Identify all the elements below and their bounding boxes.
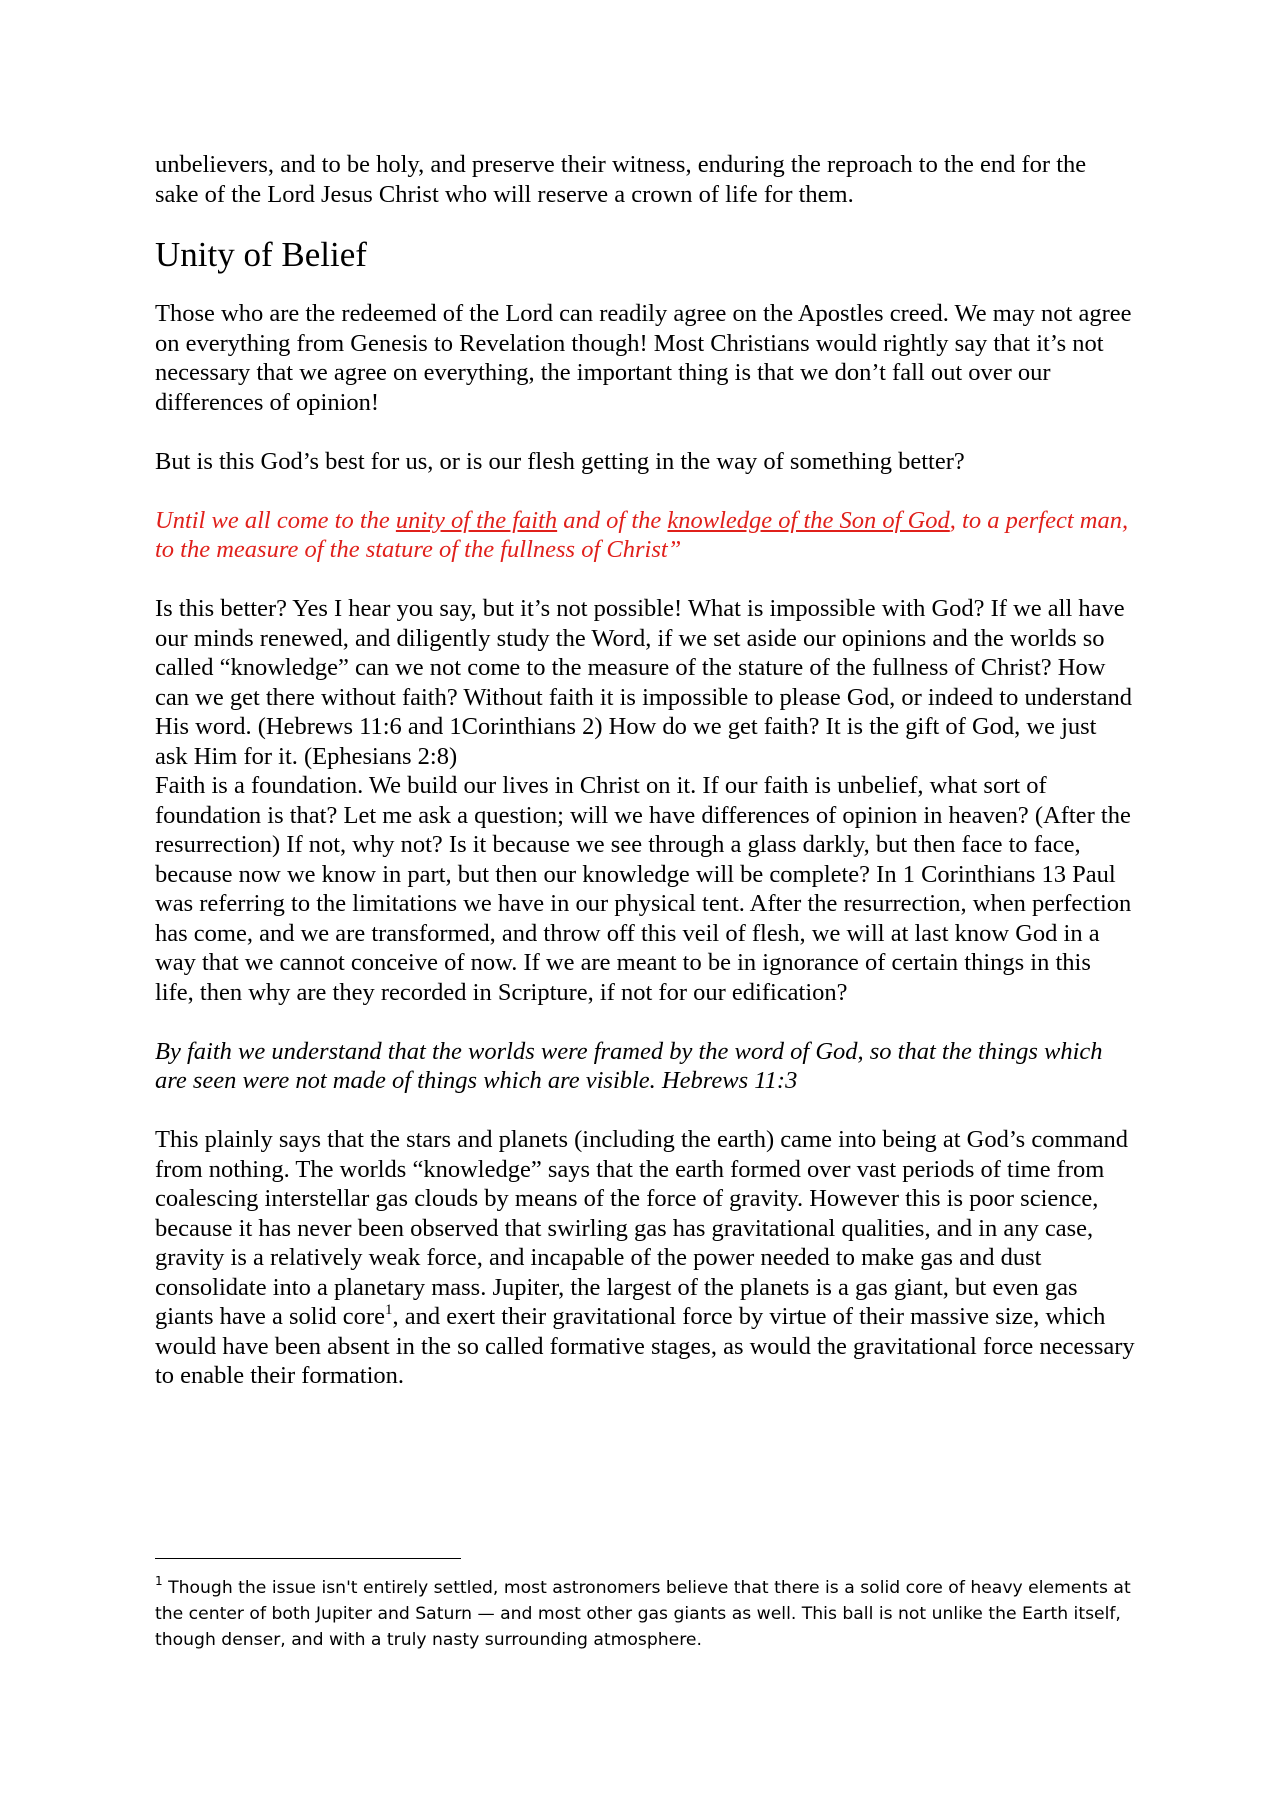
paragraph-worlds-framed: [155, 1125, 1135, 1391]
footnote-reference[interactable]: 1: [384, 1302, 393, 1318]
quote-part-2: and of the: [557, 506, 668, 534]
section-heading: Unity of Belief: [155, 235, 367, 274]
footnote: [155, 1575, 1135, 1653]
footnote-divider: [155, 1558, 461, 1559]
paragraph-faith-foundation: Faith is a foundation. We build our lives in Christ on it. If our faith is unbelief, what sort of foundation is that? Let me ask a question; will we have differences of opinion in heaven? (After the resurrection) If not, why not? Is it because we see through a glass darkly, but then face to face, because now we know in part, but then our knowledge will be complete? In 1 Corinthians 13 Paul was referring to the limitations we have in our physical tent. After the resurrection, when perfection has come, and we are transformed, and throw off this veil of flesh, we will at last know God in a way that we cannot conceive of now. If we are meant to be in ignorance of certain things in this life, then why are they recorded in Scripture, if not for our edification?: [155, 772, 1132, 1006]
body-text: [155, 150, 1135, 1391]
intro-paragraph: unbelievers, and to be holy, and preserve their witness, enduring the reproach to the end for the sake of the Lord Jesus Christ who will reserve a crown of life for them.: [155, 151, 1087, 208]
paragraph-gods-best: But is this God’s best for us, or is our flesh getting in the way of something better?: [155, 447, 965, 475]
paragraph-apostles-creed: Those who are the redeemed of the Lord can readily agree on the Apostles creed. We may not agree on everything from Genesis to Revelation though! Most Christians would rightly say that it’s not necessary that we agree on everything, the important thing is that we don’t fall out over our differences of opinion!: [155, 300, 1132, 416]
paragraph-text-b: , and exert their gravitational force by virtue of their massive size, which would have been absent in the so called formative stages, as would the gravitational force necessary to enable their formation.: [155, 1303, 1135, 1389]
scripture-quote-hebrews: By faith we understand that the worlds were framed by the word of God, so that the things which are seen were not made of things which are visible. Hebrews 11:3: [155, 1037, 1103, 1094]
quote-underline-unity: unity of the faith: [395, 506, 558, 534]
scripture-quote-ephesians: [155, 506, 1135, 565]
quote-part-3: , to a perfect man, to the measure of the stature of the fullness of Christ”: [155, 506, 1129, 563]
quote-part-1: Until we all come to the: [155, 506, 396, 534]
footnote-text: Though the issue isn't entirely settled, most astronomers believe that there is a solid core of heavy elements at the center of both Jupiter and Saturn — and most other gas giants as well. This ball is not unlike the Earth itself, though denser, and with a truly nasty surrounding atmosphere.: [155, 1578, 1131, 1650]
paragraph-text-a: This plainly says that the stars and planets (including the earth) came into being at God’s command from nothing. The worlds “knowledge” says that the earth formed over vast periods of time from coalescing interstellar gas clouds by means of the force of gravity. However this is poor science, because it has never been observed that swirling gas has gravitational qualities, and in any case, gravity is a relatively weak force, and incapable of the power needed to make gas and dust consolidate into a planetary mass. Jupiter, the largest of the planets is a gas giant, but even gas giants have a solid core: [155, 1126, 1128, 1330]
quote-underline-knowledge: knowledge of the Son of God: [667, 506, 950, 534]
paragraph-is-this-better: Is this better? Yes I hear you say, but it’s not possible! What is impossible with God? If we all have our minds renewed, and diligently study the Word, if we set aside our opinions and the worlds so called “knowledge” can we not come to the measure of the stature of the fullness of Christ? How can we get there without faith? Without faith it is impossible to please God, or indeed to understand His word. (Hebrews 11:6 and 1Corinthians 2) How do we get faith? It is the gift of God, we just ask Him for it. (Ephesians 2:8): [155, 595, 1132, 770]
footnote-number: 1: [155, 1574, 163, 1588]
